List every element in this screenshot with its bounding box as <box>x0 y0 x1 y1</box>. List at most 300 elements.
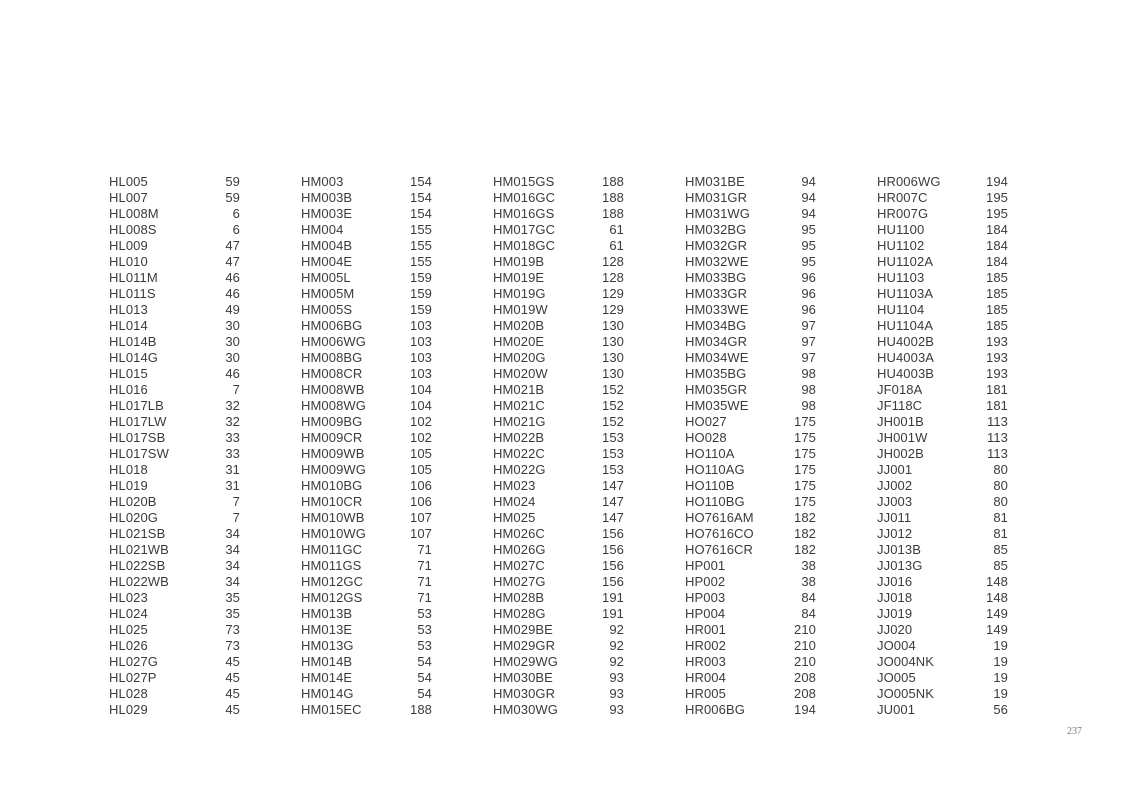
product-code: HM008WG <box>301 398 366 413</box>
product-code: HM009CR <box>301 430 363 445</box>
page-reference: 96 <box>801 270 816 285</box>
index-entry <box>109 446 240 462</box>
page-reference: 105 <box>410 446 432 461</box>
product-code: HM034WE <box>685 350 749 365</box>
page-number: 237 <box>1067 726 1082 737</box>
product-code: HM015EC <box>301 702 362 717</box>
page-reference: 149 <box>986 606 1008 621</box>
product-code: HM019E <box>493 270 545 285</box>
index-entry <box>493 526 624 542</box>
product-code: JH002B <box>877 446 924 461</box>
product-code: HM019B <box>493 254 545 269</box>
index-entry <box>685 590 816 606</box>
index-entry <box>685 286 816 302</box>
index-entry <box>877 222 1008 238</box>
product-code: HL011M <box>109 270 158 285</box>
index-entry <box>877 542 1008 558</box>
index-entry <box>877 510 1008 526</box>
index-entry <box>685 254 816 270</box>
page-reference: 148 <box>986 574 1008 589</box>
page-reference: 19 <box>993 654 1008 669</box>
index-entry <box>493 398 624 414</box>
product-code: HM014G <box>301 686 354 701</box>
page-reference: 154 <box>410 206 432 221</box>
index-entry <box>685 526 816 542</box>
page-reference: 210 <box>794 638 816 653</box>
index-entry <box>109 590 240 606</box>
product-code: HR006BG <box>685 702 745 717</box>
product-code: JH001W <box>877 430 928 445</box>
product-code: HM030BE <box>493 670 553 685</box>
page-reference: 175 <box>794 462 816 477</box>
product-code: HM014B <box>301 654 353 669</box>
page-reference: 103 <box>410 334 432 349</box>
page-reference: 130 <box>602 318 624 333</box>
page-reference: 73 <box>225 638 240 653</box>
product-code: HO7616CO <box>685 526 754 541</box>
index-entry <box>493 174 624 190</box>
page-reference: 94 <box>801 190 816 205</box>
index-entry <box>877 558 1008 574</box>
product-code: HM012GS <box>301 590 363 605</box>
page-reference: 193 <box>986 350 1008 365</box>
index-entry <box>301 238 432 254</box>
index-entry <box>109 174 240 190</box>
index-entry <box>493 494 624 510</box>
index-entry <box>493 638 624 654</box>
index-entry <box>493 670 624 686</box>
index-entry <box>493 510 624 526</box>
index-entry <box>493 574 624 590</box>
index-entry <box>493 702 624 718</box>
product-code: HM024 <box>493 494 536 509</box>
product-code: HM013B <box>301 606 353 621</box>
product-code: HP001 <box>685 558 726 573</box>
index-entry <box>493 206 624 222</box>
product-code: HM035BG <box>685 366 747 381</box>
product-code: HM012GC <box>301 574 364 589</box>
product-code: HL007 <box>109 190 148 205</box>
product-code: JJ020 <box>877 622 913 637</box>
page-reference: 33 <box>225 446 240 461</box>
index-entry <box>109 238 240 254</box>
product-code: HL028 <box>109 686 148 701</box>
product-code: HM033WE <box>685 302 749 317</box>
page-reference: 45 <box>225 702 240 717</box>
page-reference: 53 <box>417 638 432 653</box>
page-reference: 152 <box>602 398 624 413</box>
page-reference: 30 <box>225 350 240 365</box>
product-code: JJ018 <box>877 590 913 605</box>
page-reference: 210 <box>794 654 816 669</box>
index-entry <box>301 478 432 494</box>
product-code: HM011GC <box>301 542 363 557</box>
page-reference: 175 <box>794 446 816 461</box>
index-column <box>877 174 1008 718</box>
page-reference: 81 <box>993 526 1008 541</box>
index-entry <box>877 270 1008 286</box>
page-reference: 182 <box>794 542 816 557</box>
product-code: HL026 <box>109 638 148 653</box>
index-entry <box>109 478 240 494</box>
index-entry <box>109 206 240 222</box>
page-reference: 105 <box>410 462 432 477</box>
index-entry <box>301 574 432 590</box>
index-entry <box>301 558 432 574</box>
index-entry <box>685 446 816 462</box>
index-entry <box>493 542 624 558</box>
product-code: HP002 <box>685 574 726 589</box>
index-entry <box>493 430 624 446</box>
index-entry <box>877 702 1008 718</box>
product-code: HL017SW <box>109 446 169 461</box>
page-reference: 7 <box>232 382 240 397</box>
product-code: HM018GC <box>493 238 556 253</box>
product-code: HM009BG <box>301 414 363 429</box>
page-reference: 182 <box>794 510 816 525</box>
page-reference: 85 <box>993 542 1008 557</box>
index-entry <box>301 206 432 222</box>
index-entry <box>109 318 240 334</box>
page-reference: 102 <box>410 414 432 429</box>
product-code: HM022B <box>493 430 545 445</box>
index-entry <box>685 190 816 206</box>
product-code: HU1104 <box>877 302 925 317</box>
index-entry <box>493 222 624 238</box>
product-code: HM031BE <box>685 174 745 189</box>
product-code: HL014B <box>109 334 157 349</box>
page-reference: 149 <box>986 622 1008 637</box>
index-entry <box>301 494 432 510</box>
index-entry <box>685 270 816 286</box>
page-reference: 92 <box>609 638 624 653</box>
index-entry <box>109 254 240 270</box>
page-reference: 188 <box>410 702 432 717</box>
page-reference: 30 <box>225 318 240 333</box>
index-entry <box>877 302 1008 318</box>
product-code: HM015GS <box>493 174 555 189</box>
page-reference: 95 <box>801 254 816 269</box>
product-code: HM032GR <box>685 238 748 253</box>
index-entry <box>493 590 624 606</box>
index-entry <box>685 302 816 318</box>
product-code: HM004E <box>301 254 353 269</box>
product-code: HM008BG <box>301 350 363 365</box>
page-reference: 73 <box>225 622 240 637</box>
page-reference: 195 <box>986 206 1008 221</box>
page-reference: 184 <box>986 254 1008 269</box>
product-code: HR003 <box>685 654 726 669</box>
page-reference: 113 <box>986 446 1008 461</box>
product-code: HL017LW <box>109 414 167 429</box>
index-entry <box>109 638 240 654</box>
product-code: HL009 <box>109 238 148 253</box>
page-reference: 152 <box>602 382 624 397</box>
page-reference: 47 <box>225 238 240 253</box>
product-code: HM005L <box>301 270 351 285</box>
index-entry <box>109 526 240 542</box>
page-reference: 175 <box>794 478 816 493</box>
page-reference: 34 <box>225 558 240 573</box>
product-code: HM019W <box>493 302 548 317</box>
index-entry <box>685 398 816 414</box>
page-reference: 107 <box>410 510 432 525</box>
page-reference: 98 <box>801 398 816 413</box>
product-code: HU1102A <box>877 254 934 269</box>
index-entry <box>685 510 816 526</box>
product-code: HL027G <box>109 654 159 669</box>
index-entry <box>301 670 432 686</box>
index-entry <box>301 462 432 478</box>
product-code: HO027 <box>685 414 727 429</box>
page-reference: 98 <box>801 382 816 397</box>
page-reference: 31 <box>225 478 240 493</box>
page-reference: 35 <box>225 606 240 621</box>
page-reference: 184 <box>986 238 1008 253</box>
index-entry <box>685 462 816 478</box>
product-code: HL017LB <box>109 398 164 413</box>
product-code: HL024 <box>109 606 148 621</box>
index-entry <box>877 174 1008 190</box>
page-reference: 19 <box>993 686 1008 701</box>
product-code: HL010 <box>109 254 148 269</box>
product-code: HM014E <box>301 670 353 685</box>
page-reference: 208 <box>794 670 816 685</box>
page-reference: 156 <box>602 526 624 541</box>
page-reference: 156 <box>602 542 624 557</box>
index-entry <box>685 366 816 382</box>
index-entry <box>877 254 1008 270</box>
page-reference: 71 <box>417 558 432 573</box>
product-code: HM029BE <box>493 622 553 637</box>
product-code: JO005NK <box>877 686 935 701</box>
index-entry <box>109 382 240 398</box>
page-reference: 128 <box>602 270 624 285</box>
page-reference: 54 <box>417 670 432 685</box>
page-reference: 188 <box>602 174 624 189</box>
index-entry <box>301 446 432 462</box>
page-reference: 6 <box>232 206 240 221</box>
page-reference: 106 <box>410 494 432 509</box>
page-reference: 153 <box>602 446 624 461</box>
page-reference: 59 <box>225 190 240 205</box>
page-reference: 80 <box>993 478 1008 493</box>
page-reference: 38 <box>801 558 816 573</box>
index-entry <box>493 462 624 478</box>
product-code: HL016 <box>109 382 148 397</box>
page-reference: 93 <box>609 670 624 685</box>
product-code: HM026G <box>493 542 546 557</box>
index-entry <box>877 638 1008 654</box>
product-code: HU1102 <box>877 238 925 253</box>
index-entry <box>493 286 624 302</box>
index-entry <box>493 414 624 430</box>
product-code: HR005 <box>685 686 726 701</box>
page-reference: 7 <box>232 510 240 525</box>
index-entry <box>877 318 1008 334</box>
index-entry <box>877 606 1008 622</box>
product-index <box>109 174 1008 718</box>
index-entry <box>109 606 240 622</box>
index-entry <box>877 414 1008 430</box>
product-code: HU4003B <box>877 366 935 381</box>
product-code: HM010WG <box>301 526 366 541</box>
page-reference: 94 <box>801 174 816 189</box>
product-code: HL015 <box>109 366 148 381</box>
page-reference: 153 <box>602 462 624 477</box>
page-reference: 159 <box>410 302 432 317</box>
page-reference: 156 <box>602 558 624 573</box>
index-entry <box>877 382 1008 398</box>
index-column <box>109 174 240 718</box>
product-code: HU4003A <box>877 350 935 365</box>
product-code: HM033GR <box>685 286 748 301</box>
page-reference: 53 <box>417 606 432 621</box>
product-code: HM010CR <box>301 494 363 509</box>
index-entry <box>493 622 624 638</box>
index-entry <box>685 318 816 334</box>
index-entry <box>685 222 816 238</box>
index-entry <box>493 446 624 462</box>
page-reference: 129 <box>602 302 624 317</box>
product-code: HL011S <box>109 286 156 301</box>
page-reference: 38 <box>801 574 816 589</box>
index-entry <box>877 686 1008 702</box>
index-entry <box>493 334 624 350</box>
page-reference: 93 <box>609 702 624 717</box>
index-entry <box>493 382 624 398</box>
product-code: HM009WG <box>301 462 366 477</box>
index-entry <box>109 334 240 350</box>
index-entry <box>301 350 432 366</box>
product-code: HL013 <box>109 302 148 317</box>
page-reference: 45 <box>225 686 240 701</box>
product-code: HM027G <box>493 574 546 589</box>
product-code: HP003 <box>685 590 726 605</box>
page-reference: 54 <box>417 654 432 669</box>
index-entry <box>109 350 240 366</box>
product-code: HO7616CR <box>685 542 753 557</box>
index-entry <box>685 702 816 718</box>
index-entry <box>301 286 432 302</box>
page-reference: 47 <box>225 254 240 269</box>
product-code: HU1104A <box>877 318 934 333</box>
product-code: HM031GR <box>685 190 748 205</box>
product-code: HM019G <box>493 286 546 301</box>
index-entry <box>301 414 432 430</box>
index-entry <box>301 302 432 318</box>
index-entry <box>493 254 624 270</box>
product-code: HM013E <box>301 622 353 637</box>
product-code: HL021SB <box>109 526 166 541</box>
index-entry <box>301 542 432 558</box>
index-entry <box>685 638 816 654</box>
page-reference: 81 <box>993 510 1008 525</box>
page-reference: 188 <box>602 190 624 205</box>
page-reference: 71 <box>417 574 432 589</box>
page-reference: 97 <box>801 350 816 365</box>
page-reference: 185 <box>986 302 1008 317</box>
page-reference: 19 <box>993 670 1008 685</box>
index-entry <box>109 510 240 526</box>
index-entry <box>877 366 1008 382</box>
index-entry <box>109 494 240 510</box>
index-entry <box>877 334 1008 350</box>
product-code: HL022SB <box>109 558 166 573</box>
page-reference: 148 <box>986 590 1008 605</box>
index-entry <box>109 414 240 430</box>
page-reference: 153 <box>602 430 624 445</box>
index-entry <box>493 318 624 334</box>
index-entry <box>685 558 816 574</box>
product-code: HU1103 <box>877 270 925 285</box>
page-reference: 191 <box>602 590 624 605</box>
product-code: HM032WE <box>685 254 749 269</box>
index-entry <box>877 590 1008 606</box>
product-code: JF018A <box>877 382 923 397</box>
page-reference: 194 <box>794 702 816 717</box>
index-entry <box>301 334 432 350</box>
index-entry <box>301 702 432 718</box>
product-code: HO110AG <box>685 462 745 477</box>
page-reference: 185 <box>986 318 1008 333</box>
index-entry <box>877 446 1008 462</box>
page-reference: 46 <box>225 286 240 301</box>
product-code: HM004 <box>301 222 344 237</box>
index-entry <box>301 318 432 334</box>
page-reference: 194 <box>986 174 1008 189</box>
index-entry <box>493 366 624 382</box>
page-reference: 175 <box>794 494 816 509</box>
index-entry <box>877 494 1008 510</box>
product-code: HM033BG <box>685 270 747 285</box>
index-entry <box>685 542 816 558</box>
index-entry <box>493 350 624 366</box>
index-entry <box>109 366 240 382</box>
page-reference: 32 <box>225 414 240 429</box>
page-reference: 19 <box>993 638 1008 653</box>
product-code: HR007C <box>877 190 928 205</box>
product-code: HM013G <box>301 638 354 653</box>
product-code: HM003 <box>301 174 344 189</box>
product-code: HM034BG <box>685 318 747 333</box>
product-code: HL022WB <box>109 574 169 589</box>
page-reference: 130 <box>602 334 624 349</box>
page-reference: 210 <box>794 622 816 637</box>
product-code: JJ013B <box>877 542 921 557</box>
index-entry <box>301 654 432 670</box>
page-reference: 107 <box>410 526 432 541</box>
index-entry <box>877 286 1008 302</box>
index-entry <box>493 190 624 206</box>
page-reference: 113 <box>986 430 1008 445</box>
index-entry <box>685 238 816 254</box>
product-code: HM032BG <box>685 222 747 237</box>
page-reference: 94 <box>801 206 816 221</box>
product-code: HU1103A <box>877 286 934 301</box>
index-entry <box>685 478 816 494</box>
index-entry <box>877 622 1008 638</box>
page-reference: 45 <box>225 654 240 669</box>
page-reference: 159 <box>410 286 432 301</box>
index-entry <box>493 238 624 254</box>
page-reference: 128 <box>602 254 624 269</box>
index-entry <box>301 622 432 638</box>
product-code: HL005 <box>109 174 148 189</box>
index-entry <box>109 686 240 702</box>
page-reference: 195 <box>986 190 1008 205</box>
page-reference: 54 <box>417 686 432 701</box>
